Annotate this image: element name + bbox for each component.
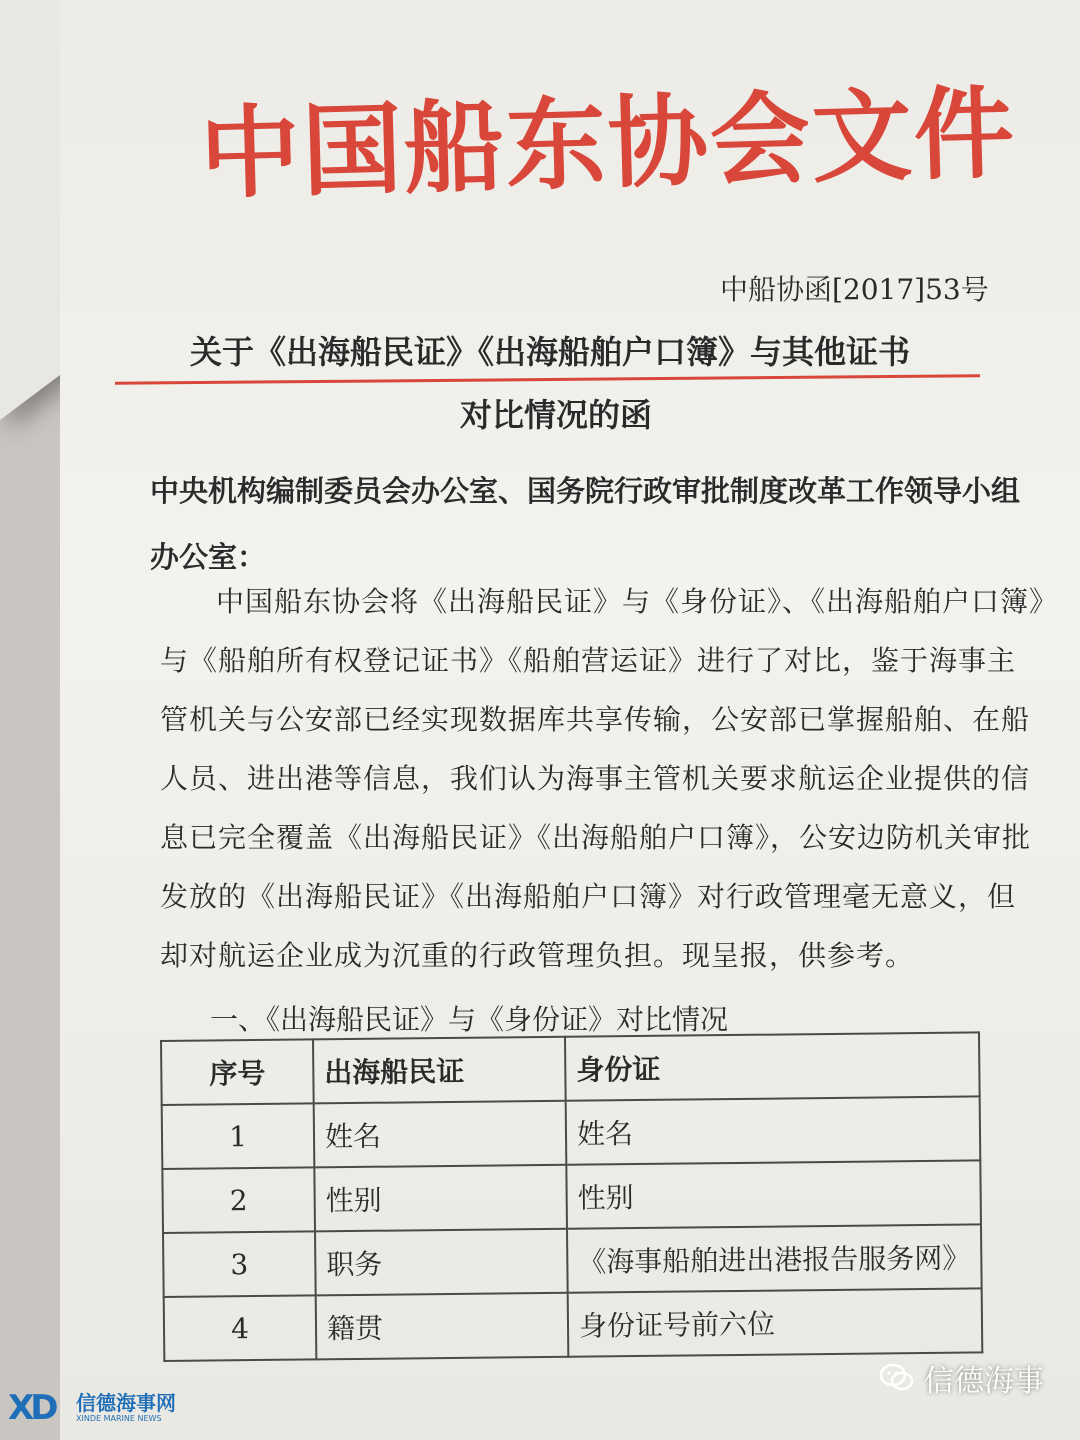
- table-row: [162, 1096, 981, 1169]
- table-cell: 籍贯: [316, 1293, 569, 1360]
- logo-name-en: XINDE MARINE NEWS: [76, 1414, 162, 1423]
- section-heading: 一、《出海船民证》与《身份证》对比情况: [210, 1003, 729, 1036]
- site-logo: [8, 1388, 176, 1428]
- body-paragraph: [160, 572, 1059, 985]
- column-header: 出海船民证: [313, 1037, 566, 1104]
- logo-name-cn: 信德海事网: [76, 1391, 176, 1415]
- table-header-row: [161, 1032, 980, 1105]
- body-line: 中国船东协会将《出海船民证》与《身份证》、《出海船舶户口簿》: [216, 585, 1059, 618]
- table-cell: 姓名: [566, 1096, 981, 1164]
- body-line: 息已完全覆盖《出海船民证》《出海船舶户口簿》，公安边防机关审批: [160, 821, 1032, 854]
- column-header: 序号: [161, 1039, 314, 1105]
- wechat-icon: [880, 1363, 914, 1393]
- body-line: 管机关与公安部已经实现数据库共享传输，公安部已掌握船舶、在船: [160, 703, 1031, 736]
- watermark: [880, 1356, 1044, 1400]
- table-cell: 1: [162, 1103, 315, 1169]
- table-cell: 性别: [314, 1165, 567, 1232]
- table-cell: 职务: [315, 1229, 568, 1296]
- column-header: 身份证: [565, 1032, 980, 1100]
- table-cell: 3: [163, 1231, 316, 1297]
- table-row: [163, 1224, 982, 1297]
- table-cell: 性别: [566, 1160, 981, 1228]
- subject-line-1: 关于《出海船民证》《出海船舶户口簿》与其他证书: [190, 333, 911, 371]
- recipient-line: 中央机构编制委员会办公室、国务院行政审批制度改革工作领导小组: [150, 474, 1021, 508]
- body-line: 发放的《出海船民证》《出海船舶户口簿》对行政管理毫无意义，但: [160, 880, 1017, 913]
- logo-mark: XD: [8, 1388, 55, 1428]
- body-line: 与《船舶所有权登记证书》《船舶营运证》进行了对比，鉴于海事主: [160, 644, 1017, 677]
- table-cell: 姓名: [314, 1101, 567, 1168]
- table-cell: 2: [162, 1167, 315, 1233]
- recipient: [150, 458, 1021, 590]
- body-line: 却对航运企业成为沉重的行政管理负担。现呈报，供参考。: [160, 939, 915, 972]
- table-cell: 《海事船舶进出港报告服务网》: [567, 1224, 982, 1292]
- letterhead-title: 中国船东协会文件: [198, 74, 1018, 213]
- document-number: 中船协函[2017]53号: [720, 273, 989, 306]
- table-row: [162, 1160, 981, 1233]
- recipient-line: 办公室：: [150, 540, 267, 574]
- body-line: 人员、进出港等信息，我们认为海事主管机关要求航运企业提供的信: [160, 762, 1031, 795]
- watermark-label: 信德海事: [924, 1364, 1044, 1399]
- comparison-table: [160, 1031, 983, 1362]
- table-row: [164, 1288, 983, 1361]
- table-cell: 身份证号前六位: [568, 1288, 983, 1356]
- logo-text: [76, 1392, 176, 1424]
- table-cell: 4: [164, 1295, 317, 1361]
- subject-line-2: 对比情况的函: [460, 396, 653, 434]
